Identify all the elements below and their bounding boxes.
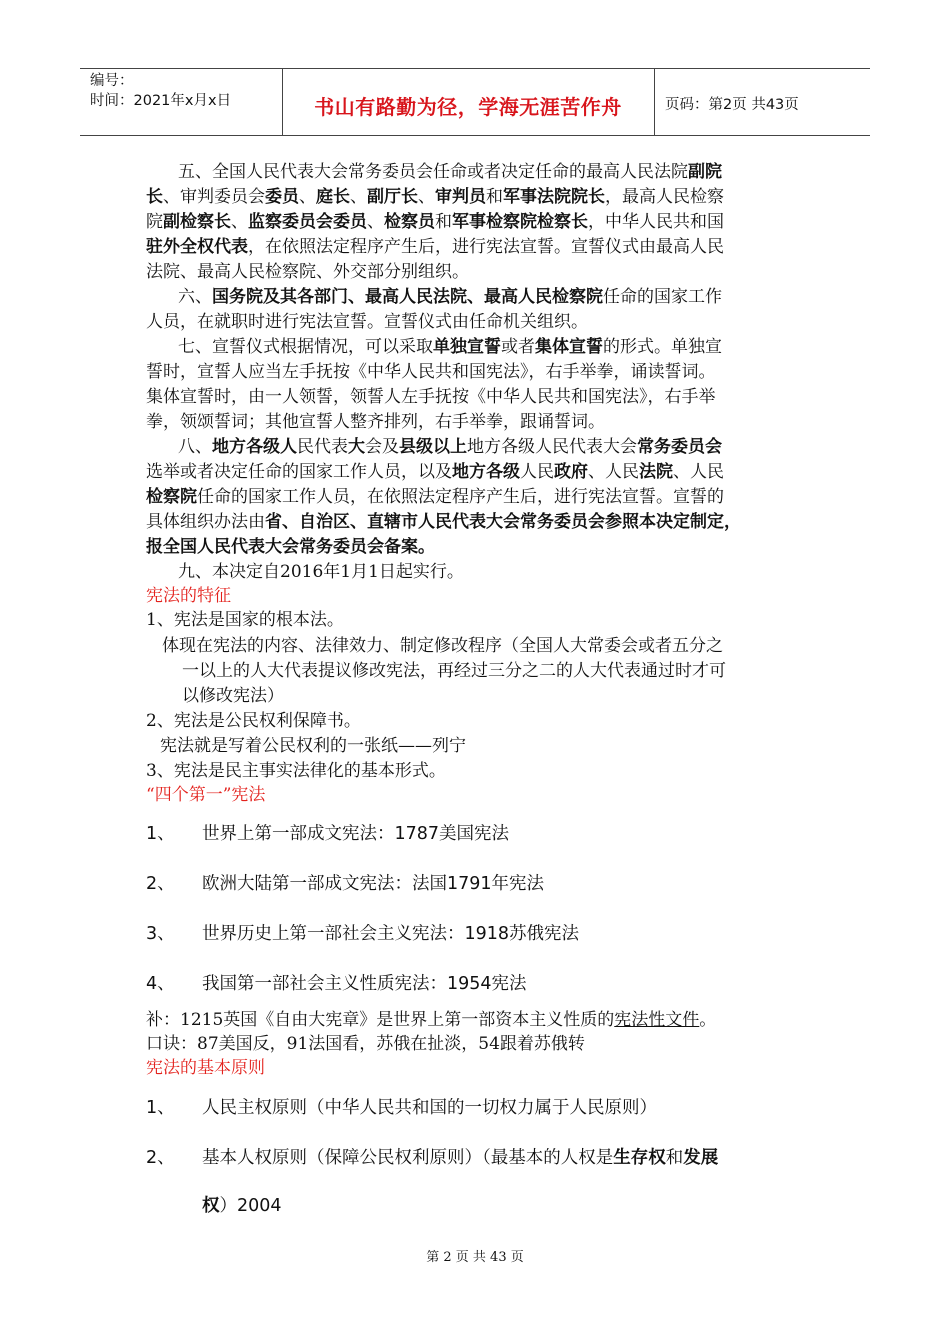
para-5-line-4: 驻外全权代表，在依照法定程序产生后，进行宪法宣誓。宣誓仪式由最高人民 [146,237,724,257]
mnemonic-note: 口诀：87美国反，91法国看，苏俄在扯淡，54跟着苏俄转 [146,1034,585,1054]
para-5-line-3: 院副检察长、监察委员会委员、检察员和军事检察院检察长，中华人民共和国 [146,212,724,232]
feature-1-detail-line-1: 体现在宪法的内容、法律效力、制定修改程序（全国人大常委会或者五分之 [162,636,723,656]
para-8-line-1: 八、地方各级人民代表大会及县级以上地方各级人民代表大会常务委员会 [178,437,722,457]
page-footer: 第 2 页 共 43 页 [426,1250,524,1265]
principle-item: 2、 基本人权原则（保障公民权利原则）（最基本的人权是生存权和发展 [146,1148,719,1168]
para-7-line-2: 誓时，宣誓人应当左手抚按《中华人民共和国宪法》，右手举拳，诵读誓词。 [146,362,716,382]
para-8-line-2: 选举或者决定任命的国家工作人员，以及地方各级人民政府、人民法院、人民 [146,462,724,482]
para-7-line-4: 拳，领颂誓词；其他宣誓人整齐排列，右手举拳，跟诵誓词。 [146,412,605,432]
para-7-line-3: 集体宣誓时，由一人领誓，领誓人左手抚按《中华人民共和国宪法》，右手举 [146,387,716,407]
feature-1-detail-line-2: 一以上的人大代表提议修改宪法，再经过三分之二的人大代表通过时才可 [182,661,726,681]
header-divider [654,69,655,135]
para-5-line-5: 法院、最高人民检察院、外交部分别组织。 [146,262,469,282]
page-header [80,68,870,136]
first-item: 1、 世界上第一部成文宪法：1787美国宪法 [146,824,510,844]
section-heading-principles: 宪法的基本原则 [146,1058,265,1078]
serial-label: 编号： [90,73,134,89]
para-7-line-1: 七、宣誓仪式根据情况，可以采取单独宣誓或者集体宣誓的形式。单独宣 [178,337,722,357]
para-8-line-5: 报全国人民代表大会常务委员会备案。 [146,537,435,557]
feature-2: 2、宪法是公民权利保障书。 [146,711,361,731]
para-6-line-2: 人员，在就职时进行宪法宣誓。宣誓仪式由任命机关组织。 [146,312,588,332]
principle-item-continued: 权）2004 [202,1196,282,1216]
section-heading-four-firsts: “四个第一”宪法 [146,785,266,805]
section-heading-features: 宪法的特征 [146,586,231,606]
principle-item: 1、 人民主权原则（中华人民共和国的一切权力属于人民原则） [146,1098,657,1118]
para-5-line-2: 长、审判委员会委员、庭长、副厅长、审判员和军事法院院长，最高人民检察 [146,187,724,207]
header-motto: 书山有路勤为径，学海无涯苦作舟 [314,95,622,119]
supplement-note: 补：1215英国《自由大宪章》是世界上第一部资本主义性质的宪法性文件。 [146,1010,717,1030]
feature-2-detail: 宪法就是写着公民权利的一张纸——列宁 [160,736,466,756]
feature-1: 1、宪法是国家的根本法。 [146,610,344,630]
feature-1-detail-line-3: 以修改宪法） [182,686,284,706]
time-label: 时间：2021年x月x日 [90,93,232,109]
first-item: 2、 欧洲大陆第一部成文宪法：法国1791年宪法 [146,874,545,894]
para-5-line-1: 五、全国人民代表大会常务委员会任命或者决定任命的最高人民法院副院 [178,162,722,182]
para-8-line-3: 检察院任命的国家工作人员，在依照法定程序产生后，进行宪法宣誓。宣誓的 [146,487,724,507]
para-8-line-4: 具体组织办法由省、自治区、直辖市人民代表大会常务委员会参照本决定制定， [146,512,741,532]
para-6-line-1: 六、国务院及其各部门、最高人民法院、最高人民检察院任命的国家工作 [178,287,722,307]
page-indicator: 页码：第2页 共43页 [665,97,799,113]
para-9: 九、本决定自2016年1月1日起实行。 [178,562,464,582]
first-item: 4、 我国第一部社会主义性质宪法：1954宪法 [146,974,527,994]
header-meta [90,71,231,111]
first-item: 3、 世界历史上第一部社会主义宪法：1918苏俄宪法 [146,924,580,944]
feature-3: 3、宪法是民主事实法律化的基本形式。 [146,761,446,781]
